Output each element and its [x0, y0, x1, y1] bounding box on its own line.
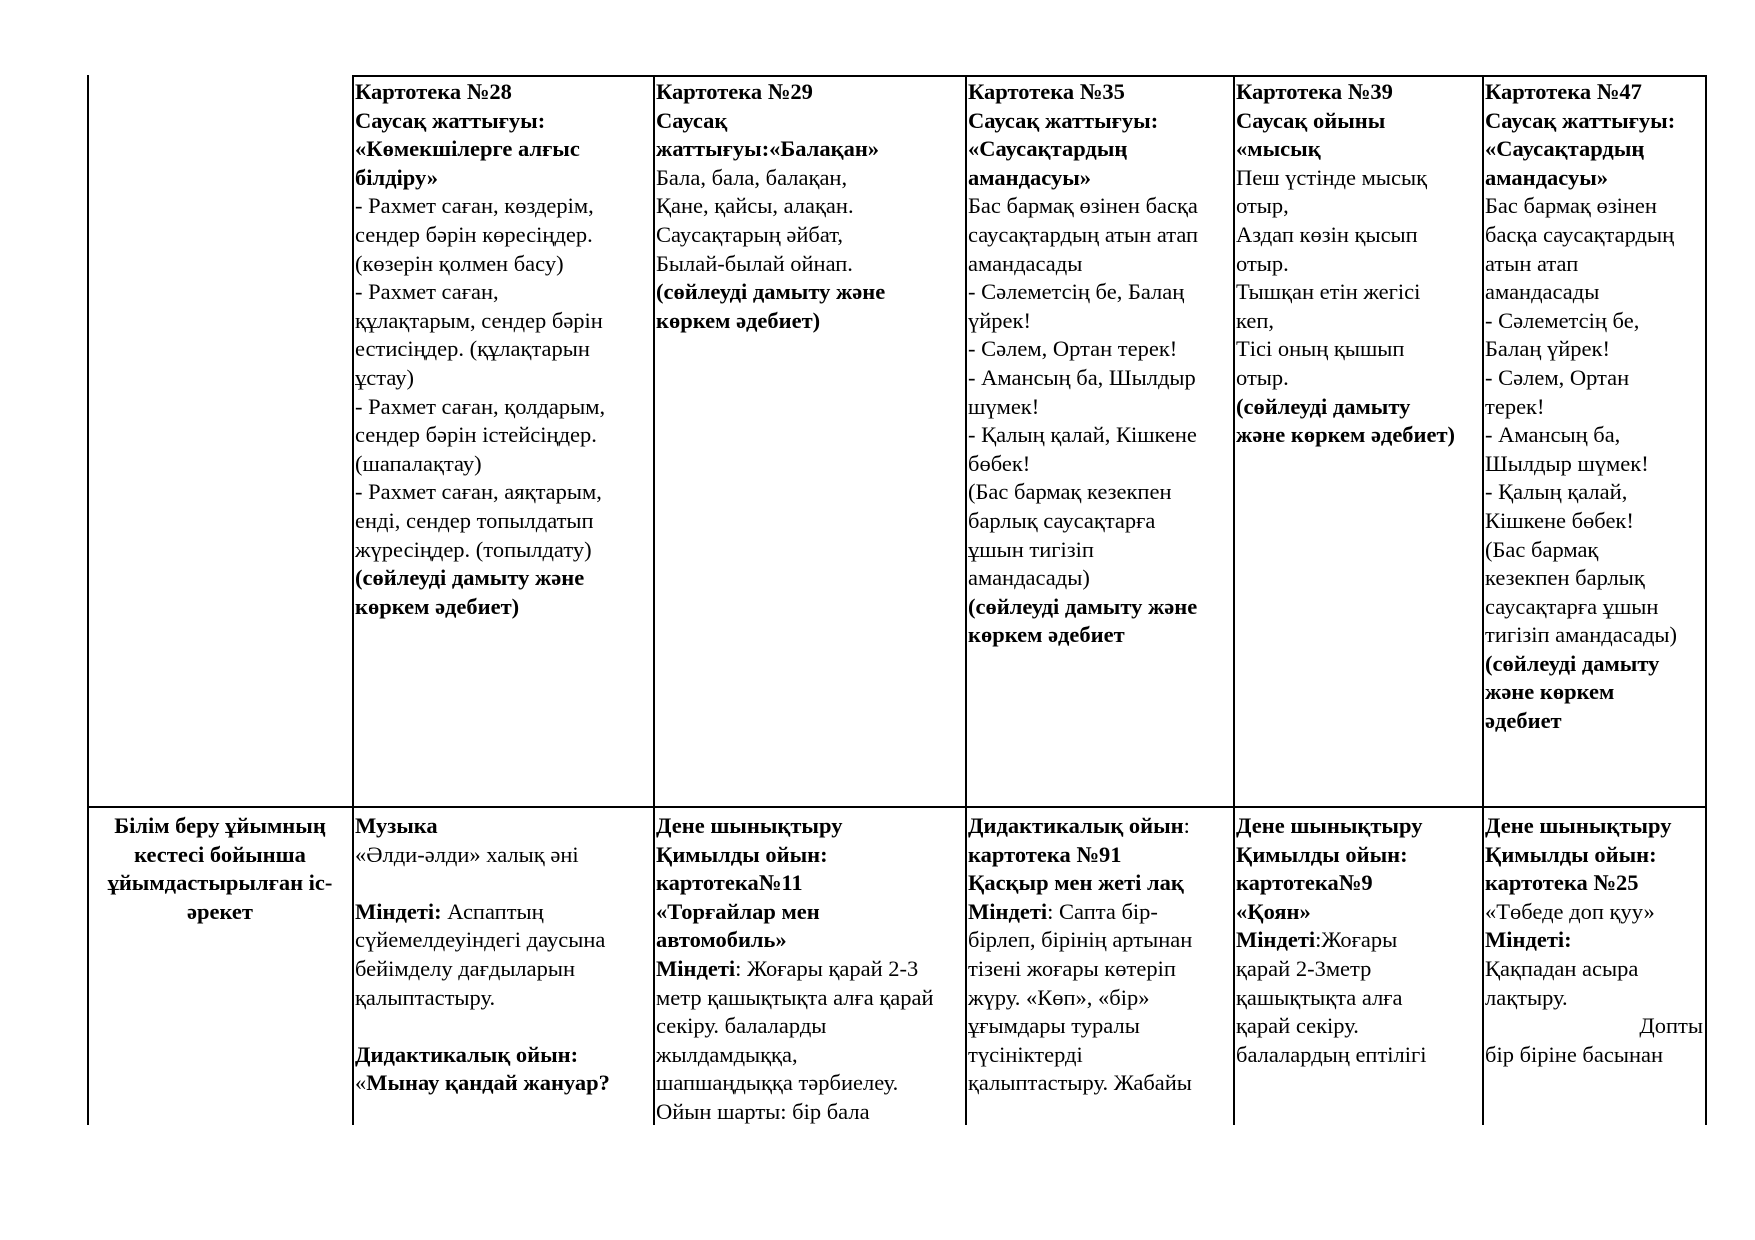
text-segment: : Жоғары қарай 2-3 [735, 955, 919, 981]
row1-cell-1-line: көркем әдебиет) [355, 593, 520, 619]
row2-cell-2-line [656, 1098, 965, 1127]
row-divider [87, 806, 1706, 808]
row1-cell-3-line: барлық саусақтарға [968, 507, 1156, 533]
row2-cell-4-line [1236, 841, 1482, 870]
row1-cell-1-line: - Рахмет саған, қолдарым, [355, 393, 606, 419]
text-segment: лақтыру. [1485, 984, 1568, 1010]
row2-label-line: ұйымдастырылған іс- [107, 870, 333, 896]
row2-cell-4-line [1236, 812, 1482, 841]
row1-cell-4-line: Саусақ ойыны [1236, 107, 1386, 133]
row2-cell-1-line [355, 1041, 651, 1070]
row1-cell-1-line: «Көмекшілерге алғыс [355, 136, 580, 162]
col-border-right [1705, 75, 1707, 1125]
text-segment: Дене шынықтыру [656, 813, 843, 838]
text-segment: ұғымдары туралы [968, 1013, 1140, 1039]
row1-cell-4-line: Аздап көзін қысып [1236, 221, 1418, 247]
row1-cell-5-line: Кішкене бөбек! [1485, 507, 1634, 533]
row1-cell-3-line: - Амансың ба, Шылдыр [968, 364, 1196, 390]
text-segment: картотека№11 [656, 870, 803, 896]
row1-cell-3-line: «Саусақтардың [968, 136, 1128, 162]
text-segment: «Торғайлар мен [656, 898, 820, 924]
row1-cell-3-line: амандасуы» [968, 164, 1092, 190]
row1-cell-5-line: - Амансың ба, [1485, 422, 1621, 448]
row2-cell-1 [355, 812, 651, 1098]
row1-cell-5-line: кезекпен барлық [1485, 565, 1645, 591]
row1-cell-5-line: Саусақ жаттығуы: [1485, 107, 1676, 133]
row1-cell-3-line: - Қалың қалай, Кішкене [968, 422, 1197, 448]
text-segment: картотека №91 [968, 841, 1122, 867]
row1-cell-5-line: басқа саусақтардың [1485, 221, 1675, 247]
row1-cell-3-line: Бас бармақ өзінен басқа [968, 193, 1198, 219]
text-segment: Міндеті [968, 898, 1048, 924]
table-top-border [352, 75, 1706, 77]
row1-cell-5-line: және көркем [1485, 679, 1615, 705]
row2-cell-5-line [1485, 984, 1703, 1013]
row1-cell-1-line: (сөйлеуді дамыту және [355, 565, 585, 591]
text-segment: бейімделу дағдыларын [355, 955, 576, 981]
row2-cell-3-line [968, 1069, 1231, 1098]
row1-cell-5-line: Картотека №47 [1485, 79, 1642, 104]
row1-cell-3-line: үйрек! [968, 307, 1031, 333]
row2-cell-4-line [1236, 984, 1482, 1013]
row1-cell-3-line: амандасады [968, 250, 1083, 276]
text-segment: қарай секіру. [1236, 1013, 1359, 1039]
row1-cell-1-line: (көзерін қолмен басу) [355, 250, 564, 276]
row1-cell-5-line: атын атап [1485, 250, 1579, 276]
row1-cell-1-line: сендер бәрін істейсіңдер. [355, 422, 597, 448]
row2-cell-2-line [656, 812, 965, 841]
row1-cell-5-line: Шылдыр шүмек! [1485, 450, 1649, 476]
text-segment: қашықтықта алға [1236, 984, 1403, 1010]
row2-cell-2-line [656, 898, 965, 927]
row1-cell-4-line: Пеш үстінде мысық [1236, 164, 1427, 190]
col-border-1 [352, 75, 354, 1125]
text-segment: метр қашықтықта алға қарай [656, 984, 934, 1010]
row1-cell-3-line: көркем әдебиет [968, 622, 1125, 648]
text-segment: « [355, 1070, 367, 1096]
text-segment: Дидактикалық ойын [968, 813, 1184, 838]
row1-cell-3-line: - Сәлеметсің бе, Балаң [968, 279, 1185, 305]
row2-cell-3-line [968, 812, 1231, 841]
row2-cell-2-line [656, 1041, 965, 1070]
text-segment: түсініктерді [968, 1041, 1083, 1067]
text-segment: шапшаңдыққа тәрбиелеу. [656, 1070, 899, 1096]
row2-cell-4-line [1236, 898, 1482, 927]
row1-cell-1-line: - Рахмет саған, аяқтарым, [355, 479, 602, 505]
row2-cell-5-line [1485, 955, 1703, 984]
row2-cell-4-line [1236, 1012, 1482, 1041]
row1-cell-1-line: енді, сендер топылдатып [355, 507, 594, 533]
text-segment: қалыптастыру. Жабайы [968, 1070, 1192, 1096]
text-segment: Міндеті [656, 955, 736, 981]
row1-cell-3-line: шүмек! [968, 393, 1040, 419]
row2-cell-5-line [1485, 812, 1703, 841]
row1-cell-4 [1236, 78, 1482, 450]
text-segment: Ойын шарты: бір бала [656, 1098, 870, 1124]
col-border-5 [1482, 75, 1484, 1125]
row2-cell-1-line [355, 1069, 651, 1098]
row2-cell-1-line [355, 812, 651, 841]
row2-cell-4-line [1236, 1041, 1482, 1070]
row2-cell-1-line [355, 955, 651, 984]
row1-cell-3-line: саусақтардың атын атап [968, 221, 1199, 247]
row2-cell-2-line [656, 955, 965, 984]
row1-cell-3-line: - Сәлем, Ортан терек! [968, 336, 1178, 362]
row2-cell-2-line [656, 841, 965, 870]
row2-cell-5-line [1485, 869, 1703, 898]
text-segment: жылдамдыққа, [656, 1041, 798, 1067]
row1-cell-4-line: отыр, [1236, 193, 1289, 219]
row1-cell-5-line: - Сәлеметсің бе, [1485, 307, 1640, 333]
text-segment: Дидактикалық ойын: [355, 1041, 579, 1067]
row2-cell-4-line [1236, 926, 1482, 955]
row2-cell-1-line [355, 1012, 651, 1041]
text-segment: Дене шынықтыру [1236, 813, 1423, 838]
text-segment: автомобиль» [656, 927, 787, 953]
row2-cell-2 [656, 812, 965, 1127]
text-segment: Қимылды ойын: [656, 841, 828, 867]
text-segment: Қасқыр мен жеті лақ [968, 870, 1184, 896]
row2-cell-3-line [968, 898, 1231, 927]
row1-cell-5 [1485, 78, 1703, 736]
row1-cell-5-line: Балаң үйрек! [1485, 336, 1610, 362]
row1-cell-5-line: тигізіп амандасады) [1485, 622, 1677, 648]
col-border-left [87, 75, 89, 1125]
row1-cell-2-line: (сөйлеуді дамыту және [656, 279, 886, 305]
text-segment: : [1183, 813, 1190, 838]
row1-cell-5-line: амандасады [1485, 279, 1600, 305]
text-segment: картотека №25 [1485, 870, 1639, 896]
text-segment: : Сапта бір- [1047, 898, 1158, 924]
row1-cell-1-line: құлақтарым, сендер бәрін [355, 307, 603, 333]
row2-cell-3-line [968, 926, 1231, 955]
row1-cell-1-line: білдіру» [355, 164, 439, 190]
row2-cell-3 [968, 812, 1231, 1098]
text-segment: тізені жоғары көтеріп [968, 955, 1176, 981]
text-segment: Музыка [355, 813, 438, 838]
row1-cell-4-line: Картотека №39 [1236, 79, 1393, 104]
text-segment: секіру. балаларды [656, 1013, 827, 1039]
row1-cell-1-line: жүресіңдер. (топылдату) [355, 536, 592, 562]
row1-cell-5-line: Бас бармақ өзінен [1485, 193, 1657, 219]
row2-cell-2-line [656, 1012, 965, 1041]
row1-cell-4-line: кеп, [1236, 307, 1275, 333]
row1-cell-3-line: (сөйлеуді дамыту және [968, 593, 1198, 619]
row1-cell-3-line: амандасады) [968, 565, 1090, 591]
row1-cell-1-line: (шапалақтау) [355, 450, 482, 476]
row2-cell-1-line [355, 898, 651, 927]
row1-cell-3-line: Картотека №35 [968, 79, 1125, 104]
row1-cell-2-line: Былай-былай ойнап. [656, 250, 853, 276]
row1-cell-2-line: Бала, бала, балақан, [656, 164, 848, 190]
row2-cell-5 [1485, 812, 1703, 1069]
row1-cell-5-line: - Қалың қалай, [1485, 479, 1628, 505]
text-segment: картотека№9 [1236, 870, 1373, 896]
row1-cell-1-line: - Рахмет саған, [355, 279, 499, 305]
text-segment: қалыптастыру. [355, 984, 496, 1010]
row1-cell-5-line: саусақтарға ұшын [1485, 593, 1659, 619]
text-segment: Міндеті [1236, 927, 1316, 953]
text-segment: Аспаптың [441, 898, 544, 924]
col-border-4 [1233, 75, 1235, 1125]
text-segment: «Төбеде доп қуу» [1485, 898, 1655, 924]
col-border-2 [653, 75, 655, 1125]
row2-label-line: кестесі бойынша [134, 841, 306, 867]
row1-cell-4-line: Тышқан етін жегісі [1236, 279, 1421, 305]
row1-cell-4-line: «мысық [1236, 136, 1321, 162]
row1-cell-5-line: (Бас бармақ [1485, 536, 1599, 562]
text-segment: Допты [1639, 1013, 1703, 1039]
text-segment: жүру. «Көп», «бір» [968, 984, 1150, 1010]
row1-cell-2-line: Саусақ [656, 107, 728, 133]
row1-cell-2-line: Картотека №29 [656, 79, 813, 104]
row2-cell-2-line [656, 869, 965, 898]
row2-label-line: әрекет [187, 898, 253, 924]
row2-cell-5-line [1485, 1012, 1703, 1041]
text-segment: бір біріне басынан [1485, 1041, 1664, 1067]
row2-cell-1-line [355, 841, 651, 870]
row1-cell-4-line: (сөйлеуді дамыту [1236, 393, 1411, 419]
row2-cell-3-line [968, 841, 1231, 870]
text-segment: «Қоян» [1236, 898, 1311, 924]
text-segment: сүйемелдеуіндегі даусына [355, 927, 606, 953]
row1-cell-5-line: (сөйлеуді дамыту [1485, 650, 1660, 676]
row2-cell-3-line [968, 1041, 1231, 1070]
row1-cell-1 [355, 78, 651, 621]
row1-cell-3 [968, 78, 1231, 650]
row1-cell-3-line: ұшын тигізіп [968, 536, 1094, 562]
row2-cell-4 [1236, 812, 1482, 1069]
text-segment: Мынау қандай жануар? [366, 1070, 610, 1096]
row1-cell-1-line: естисіңдер. (құлақтарын [355, 336, 590, 362]
row2-cell-3-line [968, 869, 1231, 898]
row2-label-line: Білім беру ұйымның [114, 813, 326, 838]
text-segment: қарай 2-3метр [1236, 955, 1372, 981]
text-segment: бірлеп, бірінің артынан [968, 927, 1193, 953]
text-segment: Міндеті: [1485, 927, 1572, 953]
text-segment: Қақпадан асыра [1485, 955, 1639, 981]
row2-cell-5-line [1485, 898, 1703, 927]
text-segment: Қимылды ойын: [1485, 841, 1657, 867]
col-border-3 [965, 75, 967, 1125]
row1-cell-3-line: (Бас бармақ кезекпен [968, 479, 1172, 505]
text-segment: Қимылды ойын: [1236, 841, 1408, 867]
row1-cell-2 [656, 78, 963, 335]
text-segment: Дене шынықтыру [1485, 813, 1672, 838]
row2-cell-5-line [1485, 841, 1703, 870]
row1-cell-2-line: Қане, қайсы, алақан. [656, 193, 854, 219]
row1-cell-1-line: Саусақ жаттығуы: [355, 107, 546, 133]
row1-cell-5-line: - Сәлем, Ортан [1485, 364, 1630, 390]
text-segment: :Жоғары [1315, 927, 1398, 953]
row1-cell-4-line: отыр. [1236, 250, 1289, 276]
row1-cell-5-line: амандасуы» [1485, 164, 1609, 190]
row1-cell-1-line: сендер бәрін көресіңдер. [355, 221, 593, 247]
row1-cell-3-line: бөбек! [968, 450, 1031, 476]
row2-cell-1-line [355, 984, 651, 1013]
row1-cell-5-line: әдебиет [1485, 708, 1562, 734]
row2-cell-5-line [1485, 926, 1703, 955]
row1-cell-4-line: және көркем әдебиет) [1236, 422, 1456, 448]
text-segment: балалардың ептілігі [1236, 1041, 1427, 1067]
row1-cell-2-line: Саусақтарың әйбат, [656, 221, 844, 247]
row2-cell-3-line [968, 984, 1231, 1013]
row1-cell-1-line: Картотека №28 [355, 79, 512, 104]
row1-cell-2-line: көркем әдебиет) [656, 307, 821, 333]
row1-cell-5-line: терек! [1485, 393, 1545, 419]
row1-cell-2-line: жаттығуы:«Балақан» [656, 136, 880, 162]
row2-cell-4-line [1236, 955, 1482, 984]
row1-cell-4-line: отыр. [1236, 364, 1289, 390]
text-segment: Міндеті: [355, 898, 442, 924]
row2-cell-1-line [355, 926, 651, 955]
row1-cell-4-line: Тісі оның қышып [1236, 336, 1405, 362]
row2-cell-5-line [1485, 1041, 1703, 1070]
row1-cell-1-line: - Рахмет саған, көздерім, [355, 193, 594, 219]
text-segment: «Әлди-әлди» халық әні [355, 841, 579, 867]
row1-cell-5-line: «Саусақтардың [1485, 136, 1645, 162]
row2-cell-3-line [968, 955, 1231, 984]
row2-cell-1-line [355, 869, 651, 898]
row1-cell-1-line: ұстау) [355, 364, 414, 390]
row1-cell-3-line: Саусақ жаттығуы: [968, 107, 1159, 133]
row2-cell-3-line [968, 1012, 1231, 1041]
row2-cell-2-line [656, 984, 965, 1013]
row2-cell-2-line [656, 926, 965, 955]
row2-cell-4-line [1236, 869, 1482, 898]
row2-label [90, 812, 350, 926]
row2-cell-2-line [656, 1069, 965, 1098]
